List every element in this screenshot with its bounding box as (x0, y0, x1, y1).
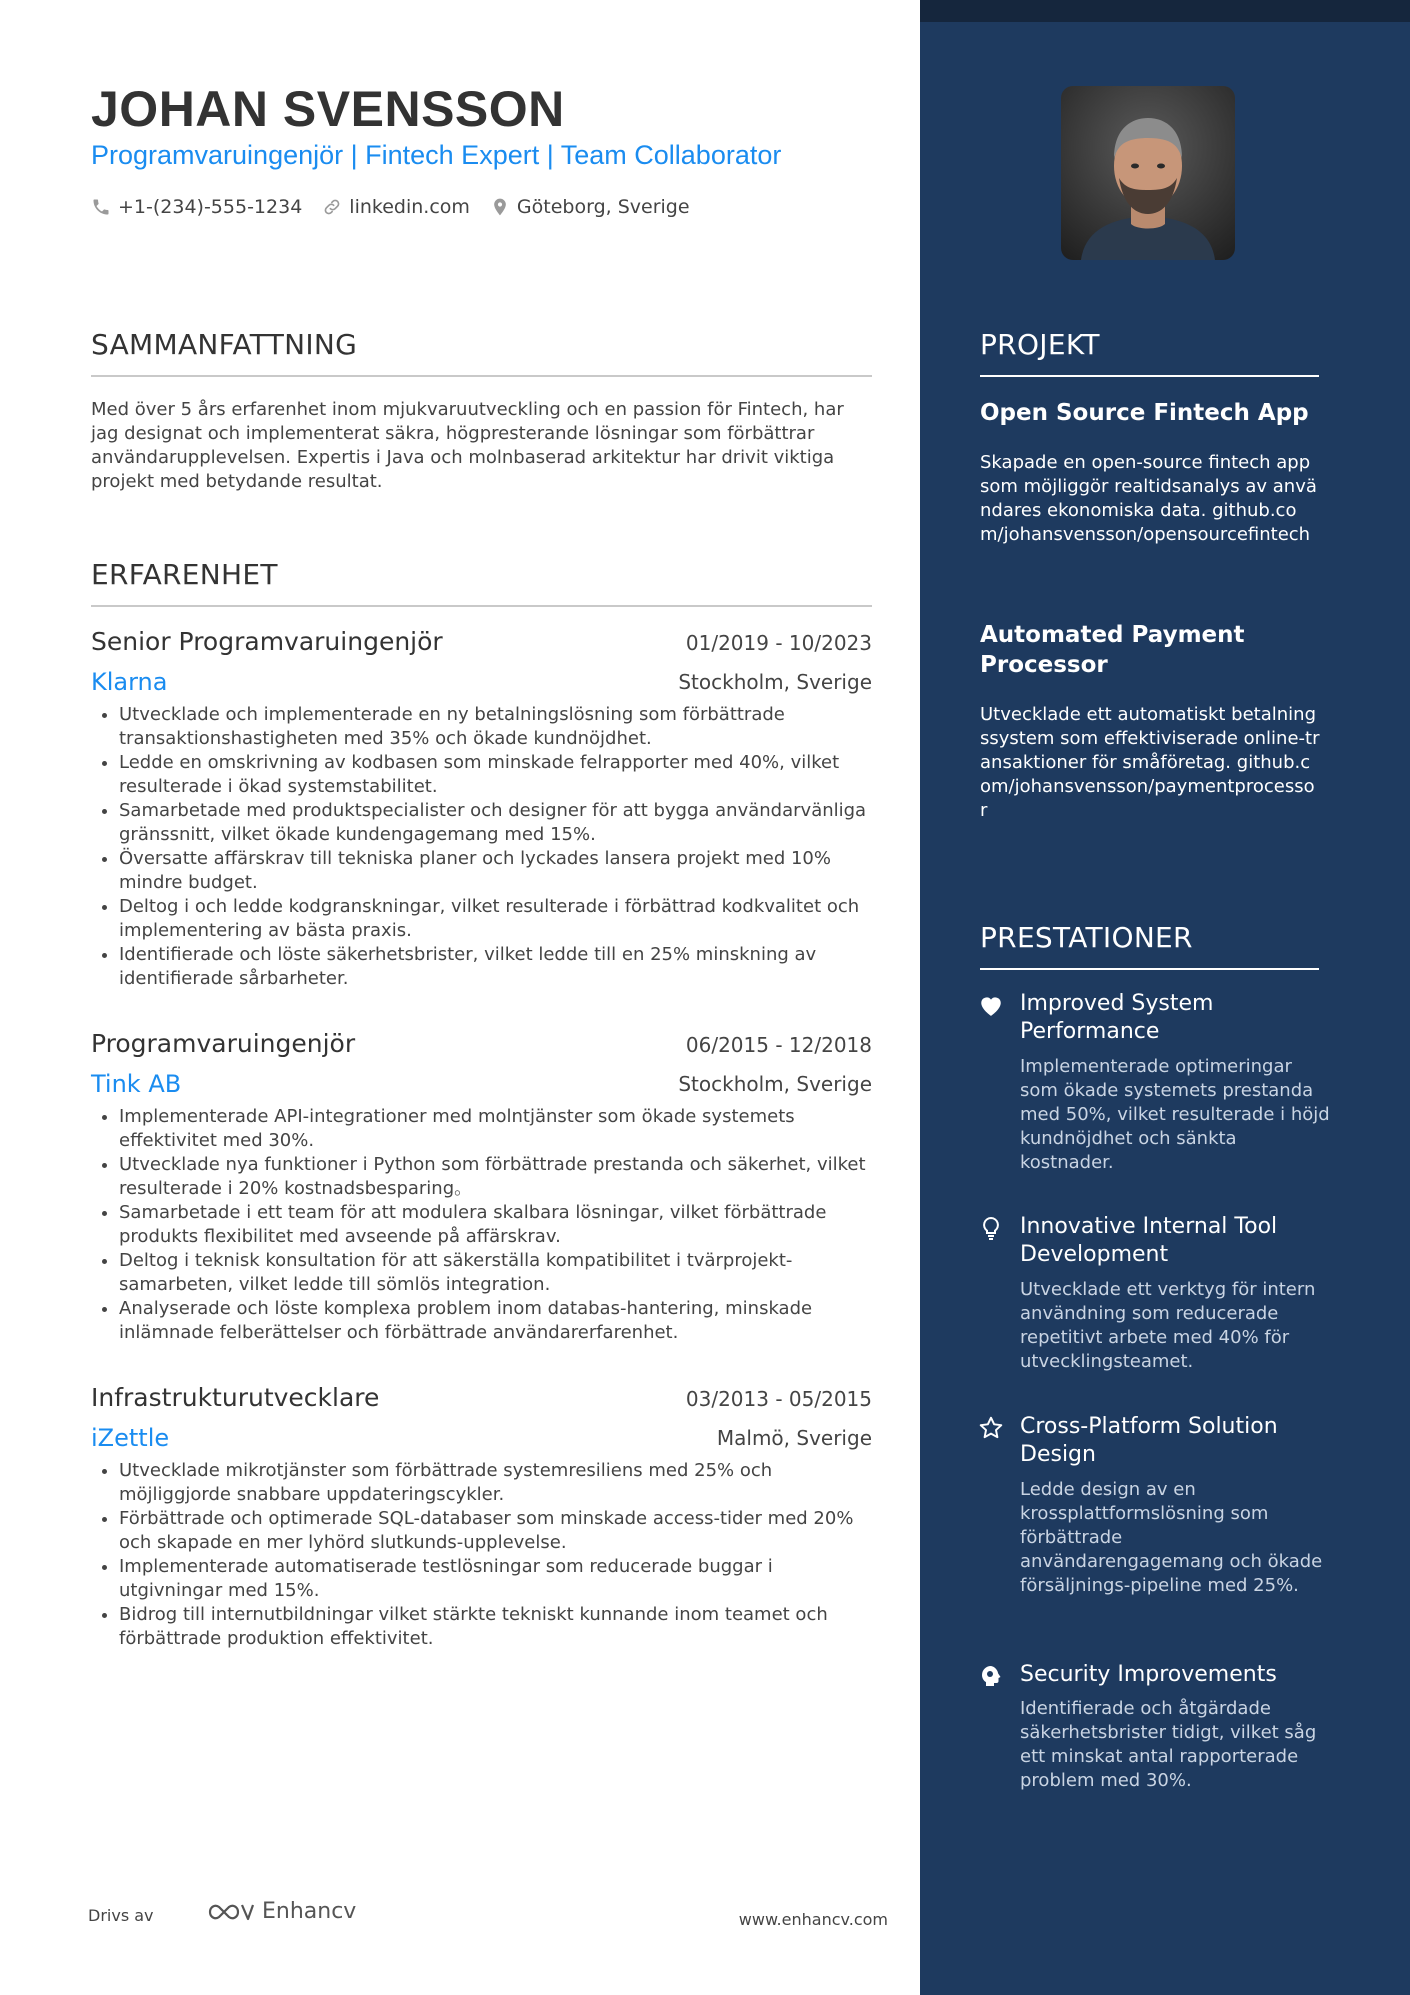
achievement-description: Identifierade och åtgärdade säkerhetsbrister tidigt, vilket såg ett minskat antal rapporterade problem med 30%. (1020, 1698, 1317, 1791)
list-item: • Utvecklade nya funktioner i Python som förbättrade prestanda och säkerhet, vilket resulterade i 20% kostnadsbesparing。 (119, 1153, 881, 1201)
star-icon (978, 1415, 1004, 1441)
job-location: Stockholm, Sverige (678, 670, 872, 694)
list-item: • Bidrog till internutbildningar vilket stärkte tekniskt kunnande inom teamet och förbättrade produktion effektivitet. (119, 1603, 881, 1651)
job-bullets (91, 703, 881, 991)
project-description (980, 451, 1320, 547)
experience-divider (91, 605, 872, 607)
brain-icon (978, 1663, 1004, 1689)
job-dates: 03/2013 - 05/2015 (685, 1387, 872, 1411)
job-company: Tink AB (91, 1070, 182, 1098)
profile-photo (1061, 86, 1235, 260)
job-role: Programvaruingenjör (91, 1029, 356, 1058)
list-item: • Ledde en omskrivning av kodbasen som minskade felrapporter med 40%, vilket resulterade i ökad systemstabilitet. (119, 751, 881, 799)
job-location: Stockholm, Sverige (678, 1072, 872, 1096)
project-link[interactable]: github.com/johansvensson/opensourcefintech (980, 500, 1311, 545)
achievement-title: Improved System Performance (1020, 991, 1214, 1044)
sidebar-top-band (920, 0, 1410, 22)
job-company: iZettle (91, 1424, 170, 1452)
achievements-heading: PRESTATIONER (980, 921, 1193, 954)
job-company: Klarna (91, 668, 168, 696)
heart-icon (978, 992, 1004, 1018)
list-item: • Samarbetade i ett team för att modulera skalbara lösningar, vilket förbättrade produkts flexibilitet med avseende på affärskrav. (119, 1201, 881, 1249)
contact-location (490, 196, 690, 218)
list-item: • Implementerade API-integrationer med molntjänster som ökade systemets effektivitet med 30%. (119, 1105, 881, 1153)
list-item: • Översatte affärskrav till tekniska planer och lyckades lansera projekt med 10% mindre budget. (119, 847, 881, 895)
job-role: Senior Programvaruingenjör (91, 627, 443, 656)
experience-heading: ERFARENHET (91, 558, 278, 591)
list-item: • Samarbetade med produktspecialister och designer för att bygga användarvänliga gränssnitt, vilket ökade kundengagemang med 15%. (119, 799, 881, 847)
job-role: Infrastrukturutvecklare (91, 1383, 380, 1412)
list-item: • Deltog i teknisk konsultation för att säkerställa kompatibilitet i tvärprojekt-samarbeten, vilket ledde till sömlös integration. (119, 1249, 881, 1297)
projects-divider (980, 375, 1319, 377)
headline: Programvaruingenjör | Fintech Expert | Team Collaborator (91, 140, 782, 170)
contact-bar (91, 196, 710, 218)
enhancv-logo[interactable] (206, 1899, 356, 1924)
job-bullets (91, 1459, 881, 1651)
achievements-divider (980, 968, 1319, 970)
powered-by-label: Drivs av (88, 1906, 154, 1925)
achievement-description: Utvecklade ett verktyg för intern användning som reducerade repetitivt arbete med 40% för utvecklingsteamet. (1020, 1279, 1316, 1372)
project-link[interactable]: github.com/johansvensson/paymentprocessor (980, 752, 1315, 821)
location-pin-icon (490, 197, 510, 217)
summary-divider (91, 375, 872, 377)
list-item: • Deltog i och ledde kodgranskningar, vilket resulterade i förbättrad kodkvalitet och implementering av bästa praxis. (119, 895, 881, 943)
job-location: Malmö, Sverige (716, 1426, 872, 1450)
project-description-text: Skapade en open-source fintech app som möjliggör realtidsanalys av användares ekonomiska data. (980, 452, 1317, 521)
enhancv-brand: Enhancv (262, 1899, 357, 1924)
projects-heading: PROJEKT (980, 328, 1100, 361)
achievement-title: Security Improvements (1020, 1662, 1277, 1687)
list-item: • Förbättrade och optimerade SQL-databaser som minskade access-tider med 20% och skapade en mer lyhörd slutkunds-upplevelse. (119, 1507, 881, 1555)
list-item: • Utvecklade mikrotjänster som förbättrade systemresiliens med 25% och möjliggjorde snabbare uppdateringscykler. (119, 1459, 881, 1507)
contact-phone[interactable] (91, 196, 302, 218)
candidate-name: JOHAN SVENSSON (91, 81, 565, 137)
enhancv-logo-icon (206, 1900, 254, 1924)
achievement-title: Cross-Platform Solution Design (1020, 1414, 1278, 1467)
achievement-title: Innovative Internal Tool Development (1020, 1214, 1278, 1267)
achievement-description: Ledde design av en krossplattformslösning som förbättrade användarengagemang och ökade försäljnings-pipeline med 25%. (1020, 1479, 1323, 1596)
project-title: Open Source Fintech App (980, 400, 1309, 426)
phone-icon (91, 197, 111, 217)
contact-linkedin[interactable] (322, 196, 470, 218)
summary-text: Med över 5 års erfarenhet inom mjukvaruutveckling och en passion för Fintech, har jag designat och implementerat säkra, högpresterande lösningar som förbättrar användarupplevelsen. Expertis i Java och molnbaserad arkitektur har drivit viktiga projekt med betydande resultat. (91, 399, 844, 492)
phone-text: +1-(234)-555-1234 (118, 196, 303, 218)
project-title: Automated Payment Processor (980, 622, 1245, 678)
summary-heading: SAMMANFATTNING (91, 328, 358, 361)
project-description-text: Utvecklade ett automatiskt betalningssystem som effektiviserade online-transaktioner för småföretag. (980, 704, 1320, 773)
list-item: • Utvecklade och implementerade en ny betalningslösning som förbättrade transaktionshastigheten med 35% och ökade kundnöjdhet. (119, 703, 881, 751)
location-text: Göteborg, Sverige (516, 196, 690, 218)
linkedin-text: linkedin.com (349, 196, 470, 218)
list-item: • Analyserade och löste komplexa problem inom databas-hantering, minskade inlämnade felberättelser och förbättrade användarerfarenhet. (119, 1297, 881, 1345)
job-bullets (91, 1105, 881, 1345)
job-dates: 01/2019 - 10/2023 (685, 631, 872, 655)
footer-url[interactable]: www.enhancv.com (738, 1910, 888, 1929)
project-description (980, 703, 1320, 823)
list-item: • Identifierade och löste säkerhetsbrister, vilket ledde till en 25% minskning av identifierade sårbarheter. (119, 943, 881, 991)
link-icon (322, 197, 342, 217)
job-dates: 06/2015 - 12/2018 (685, 1033, 872, 1057)
list-item: • Implementerade automatiserade testlösningar som reducerade buggar i utgivningar med 15%. (119, 1555, 881, 1603)
lightbulb-icon (978, 1215, 1004, 1241)
achievement-description: Implementerade optimeringar som ökade systemets prestanda med 50%, vilket resulterade i höjd kundnöjdhet och sänkta kostnader. (1020, 1056, 1330, 1173)
